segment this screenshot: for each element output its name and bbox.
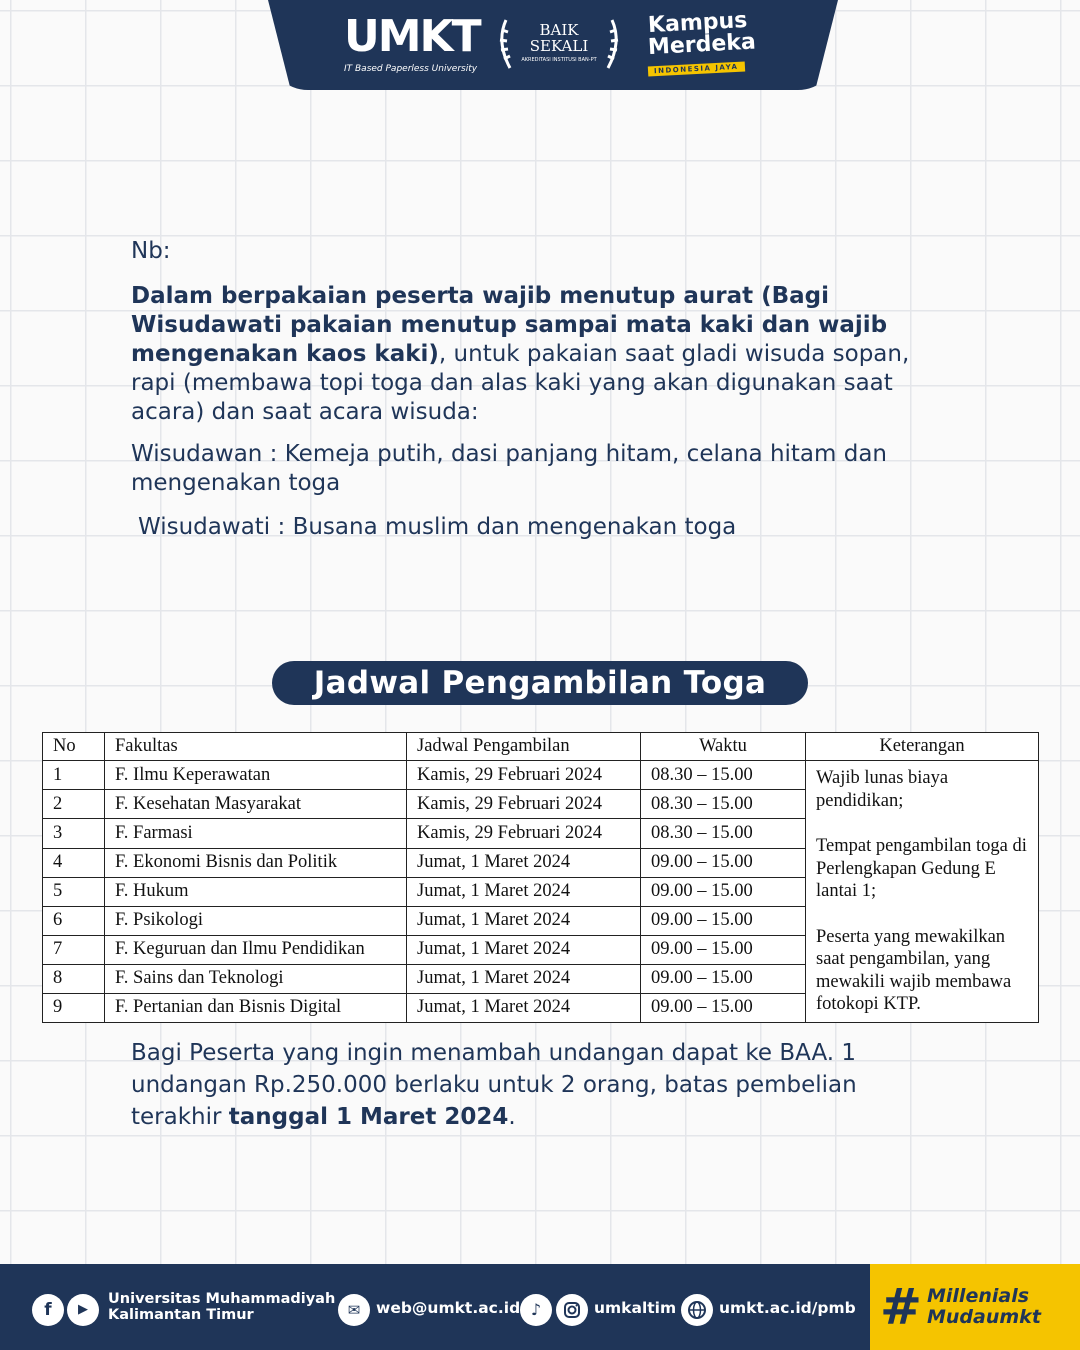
university-name: Universitas Muhammadiyah Kalimantan Timur: [108, 1291, 336, 1323]
cell-waktu: 09.00 – 15.00: [641, 935, 806, 964]
cell-keterangan: [806, 761, 1039, 1023]
cell-jadwal: Jumat, 1 Maret 2024: [407, 877, 641, 906]
globe-icon[interactable]: [681, 1294, 713, 1326]
header-waktu: Waktu: [641, 733, 806, 761]
cell-fakultas: F. Pertanian dan Bisnis Digital: [105, 993, 407, 1022]
wisudawan-dress: Wisudawan : Kemeja putih, dasi panjang hitam, celana hitam dan mengenakan toga: [131, 441, 888, 496]
website-link[interactable]: umkt.ac.id/pmb: [719, 1299, 856, 1317]
cell-no: 8: [43, 964, 105, 993]
cell-waktu: 09.00 – 15.00: [641, 993, 806, 1022]
cell-waktu: 08.30 – 15.00: [641, 790, 806, 819]
cell-no: 9: [43, 993, 105, 1022]
cell-no: 2: [43, 790, 105, 819]
instagram-icon[interactable]: [556, 1294, 588, 1326]
cell-waktu: 08.30 – 15.00: [641, 761, 806, 790]
facebook-icon[interactable]: f: [32, 1294, 64, 1326]
dress-code-normal: , untuk pakaian saat gladi wisuda sopan, rapi (membawa topi toga dan alas kaki yang akan digunakan saat acara) dan saat acara wisuda:: [131, 341, 910, 425]
cell-fakultas: F. Sains dan Teknologi: [105, 964, 407, 993]
cell-jadwal: Jumat, 1 Maret 2024: [407, 848, 641, 877]
header-fakultas: Fakultas: [105, 733, 407, 761]
cell-waktu: 09.00 – 15.00: [641, 877, 806, 906]
youtube-icon[interactable]: ▶: [67, 1294, 99, 1326]
dress-code-paragraph: [131, 282, 911, 427]
keterangan-item: Tempat pengambilan toga di Perlengkapan Gedung E lantai 1;: [816, 836, 1027, 902]
umkt-tagline: IT Based Paperless University: [344, 64, 478, 74]
cell-no: 6: [43, 906, 105, 935]
email-link[interactable]: web@umkt.ac.id: [376, 1299, 521, 1317]
cell-waktu: 08.30 – 15.00: [641, 819, 806, 848]
cell-no: 1: [43, 761, 105, 790]
cell-jadwal: Jumat, 1 Maret 2024: [407, 993, 641, 1022]
social-handle[interactable]: umkaltim: [594, 1299, 677, 1317]
hashtag-text: Millenials Mudaumkt: [927, 1285, 1041, 1328]
table-header-row: [43, 733, 1039, 761]
header-no: No: [43, 733, 105, 761]
cell-fakultas: F. Ekonomi Bisnis dan Politik: [105, 848, 407, 877]
cell-fakultas: F. Farmasi: [105, 819, 407, 848]
header-keterangan: Keterangan: [806, 733, 1039, 761]
hashtag-icon: #: [880, 1278, 922, 1336]
cell-waktu: 09.00 – 15.00: [641, 848, 806, 877]
accreditation-logo: BAIK SEKALI AKREDITASI INSTITUSI BAN-PT: [494, 12, 624, 76]
cell-jadwal: Kamis, 29 Februari 2024: [407, 790, 641, 819]
wisudawati-dress: Wisudawati : Busana muslim dan mengenakan toga: [138, 514, 737, 540]
cell-no: 5: [43, 877, 105, 906]
table-row: [43, 761, 1039, 790]
invitation-info: Bagi Peserta yang ingin menambah undangan dapat ke BAA. 1 undangan Rp.250.000 berlaku untuk 2 orang, batas pembelian terakhir tanggal 1 Maret 2024.: [131, 1040, 857, 1130]
cell-fakultas: F. Psikologi: [105, 906, 407, 935]
cell-no: 4: [43, 848, 105, 877]
header-jadwal: Jadwal Pengambilan: [407, 733, 641, 761]
cell-jadwal: Jumat, 1 Maret 2024: [407, 906, 641, 935]
note-label: Nb:: [131, 238, 171, 264]
cell-jadwal: Kamis, 29 Februari 2024: [407, 819, 641, 848]
cell-jadwal: Jumat, 1 Maret 2024: [407, 964, 641, 993]
cell-no: 7: [43, 935, 105, 964]
cell-jadwal: Kamis, 29 Februari 2024: [407, 761, 641, 790]
schedule-title: Jadwal Pengambilan Toga: [272, 661, 808, 705]
cell-waktu: 09.00 – 15.00: [641, 906, 806, 935]
cell-waktu: 09.00 – 15.00: [641, 964, 806, 993]
invitation-text: Bagi Peserta yang ingin menambah undangan dapat ke BAA. 1 undangan Rp.250.000 berlaku untuk 2 orang, batas pembelian terakhir: [131, 1040, 857, 1130]
kampus-merdeka-logo: Kampus Merdeka INDONESIA JAYA: [647, 7, 757, 76]
cell-jadwal: Jumat, 1 Maret 2024: [407, 935, 641, 964]
cell-no: 3: [43, 819, 105, 848]
cell-fakultas: F. Kesehatan Masyarakat: [105, 790, 407, 819]
schedule-table: [42, 732, 1039, 1023]
cell-fakultas: F. Keguruan dan Ilmu Pendidikan: [105, 935, 407, 964]
email-icon[interactable]: ✉: [338, 1294, 370, 1326]
tiktok-icon[interactable]: ♪: [520, 1294, 552, 1326]
dress-code-bold: Dalam berpakaian peserta wajib menutup aurat (Bagi Wisudawati pakaian menutup sampai mata kaki dan wajib mengenakan kaos kaki): [131, 283, 888, 367]
cell-fakultas: F. Hukum: [105, 877, 407, 906]
keterangan-item: Peserta yang mewakilkan saat pengambilan, yang mewakili wajib membawa fotokopi KTP.: [816, 926, 1012, 1015]
invitation-deadline: tanggal 1 Maret 2024: [228, 1104, 509, 1130]
cell-fakultas: F. Ilmu Keperawatan: [105, 761, 407, 790]
umkt-logo: UMKT IT Based Paperless University: [344, 11, 480, 74]
keterangan-item: Wajib lunas biaya pendidikan;: [816, 768, 949, 811]
